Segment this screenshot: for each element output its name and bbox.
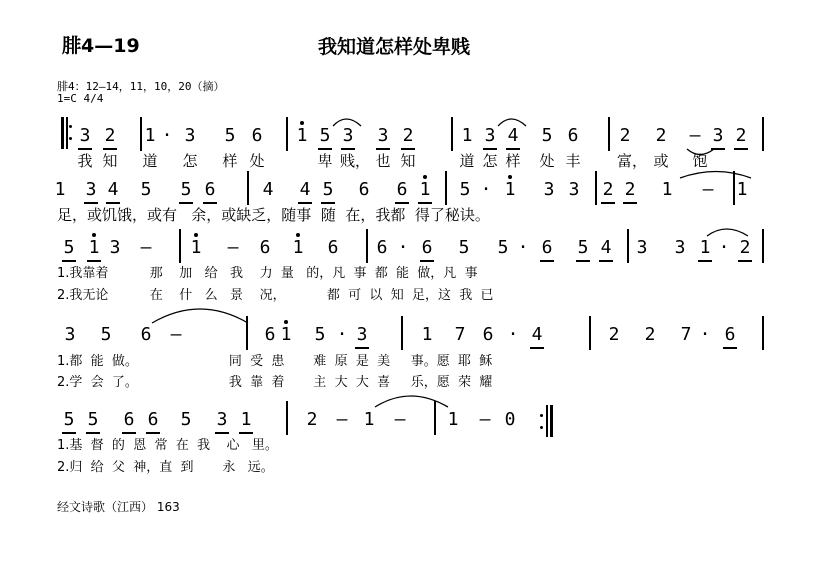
note: 5 <box>497 237 509 258</box>
note: 6 <box>202 180 218 200</box>
note: · <box>507 324 519 345</box>
note: 1 <box>290 238 306 258</box>
bar-line <box>451 117 453 151</box>
beam-line <box>103 148 117 150</box>
note: 1 <box>54 179 66 200</box>
beam-line <box>62 260 76 262</box>
note: 6 <box>722 325 738 345</box>
note: 6 <box>251 125 263 146</box>
note: 5 <box>575 238 591 258</box>
lyric-char: 怎 <box>482 152 498 170</box>
note: 0 <box>504 409 516 430</box>
lyric-char: 卑 <box>317 152 333 170</box>
beam-line <box>239 432 253 434</box>
note: 3 <box>568 179 580 200</box>
note: – <box>394 409 406 430</box>
note: 5 <box>541 125 553 146</box>
bar-line <box>246 316 248 350</box>
beam-line <box>355 347 369 349</box>
bar-line <box>401 316 403 350</box>
bar-line <box>762 117 764 151</box>
note: – <box>702 179 714 200</box>
note: 3 <box>482 126 498 146</box>
lyric-char: 饱 <box>692 152 708 170</box>
beam-line <box>78 148 92 150</box>
note: 4 <box>262 179 274 200</box>
beam-line <box>122 432 136 434</box>
note: 2 <box>400 126 416 146</box>
note: 1 <box>736 179 748 200</box>
note: 6 <box>376 237 388 258</box>
octave-dot <box>194 233 198 237</box>
note: 4 <box>529 325 545 345</box>
beam-line <box>62 432 76 434</box>
bar-line <box>762 316 764 350</box>
score-system-4 <box>0 325 825 351</box>
bar-line <box>733 171 735 205</box>
note: 1 <box>421 324 433 345</box>
note: 2 <box>306 409 318 430</box>
note: 6 <box>358 179 370 200</box>
note: 1 <box>697 238 713 258</box>
lyric-verse-1-b: 1.都 能 做。 同 受 患 难 原 是 美 事。愿 耶 稣 <box>57 354 493 369</box>
note: 4 <box>505 126 521 146</box>
octave-dot <box>284 320 288 324</box>
lyric-char: 处 <box>539 152 555 170</box>
note: 2 <box>600 180 616 200</box>
note: 2 <box>102 126 118 146</box>
beam-line <box>738 260 752 262</box>
note: 6 <box>419 238 435 258</box>
note: 1 <box>294 126 310 146</box>
hymn-number: 腓4—19 <box>62 35 140 57</box>
note: · <box>699 324 711 345</box>
note: 5 <box>178 180 194 200</box>
note: 6 <box>259 237 271 258</box>
beam-line <box>376 148 390 150</box>
lyric-verse-1-a: 1.我靠着 那 加 给 我 力 量 的，凡 事 都 能 做，凡 事 <box>57 266 478 281</box>
slur <box>680 172 751 179</box>
beam-line <box>623 202 637 204</box>
lyric-char: 我 <box>77 152 93 170</box>
beam-line <box>734 148 748 150</box>
bar-line <box>589 316 591 350</box>
lyric-verse-2-b: 2.学 会 了。 我 靠 着 主 大 大 喜 乐，愿 荣 耀 <box>57 375 493 390</box>
score-system-3 <box>0 238 825 264</box>
score-system-2 <box>0 180 825 206</box>
note: 5 <box>100 324 112 345</box>
note: 1 <box>278 325 294 345</box>
lyric-char: 或 <box>653 152 669 170</box>
lyric-char: 处 <box>249 152 265 170</box>
lyric-verse-2-a: 2.我无论 在 什 么 景 况， 都 可 以 知 足，这 我 已 <box>57 288 494 303</box>
note: · <box>517 237 529 258</box>
bar-line <box>366 229 368 263</box>
note: 6 <box>327 237 339 258</box>
note: 6 <box>264 324 276 345</box>
note: 1 <box>661 179 673 200</box>
bar-line <box>608 117 610 151</box>
beam-line <box>395 202 409 204</box>
bar-line <box>627 229 629 263</box>
octave-dot <box>508 175 512 179</box>
beam-line <box>87 260 101 262</box>
note: – <box>170 324 182 345</box>
note: 3 <box>83 180 99 200</box>
note: 1 <box>238 410 254 430</box>
note: 5 <box>320 180 336 200</box>
lyric-char: 贱， <box>340 152 371 170</box>
note: 3 <box>710 126 726 146</box>
note: 2 <box>644 324 656 345</box>
lyric-char: 富， <box>617 152 648 170</box>
bar-line <box>762 229 764 263</box>
key-signature: 1=C 4/4 <box>57 92 104 105</box>
note: 2 <box>737 238 753 258</box>
note: 3 <box>354 325 370 345</box>
note: 5 <box>314 324 326 345</box>
note: 3 <box>184 125 196 146</box>
beam-line <box>576 260 590 262</box>
beam-line <box>599 260 613 262</box>
bar-line <box>595 171 597 205</box>
note: 2 <box>655 125 667 146</box>
lyric-char: 样 <box>505 152 521 170</box>
note: 5 <box>317 126 333 146</box>
note: 3 <box>214 410 230 430</box>
beam-line <box>146 432 160 434</box>
note: · <box>161 125 173 146</box>
note: 6 <box>145 410 161 430</box>
note: 6 <box>140 324 152 345</box>
beam-line <box>723 347 737 349</box>
lyric-char: 道 <box>142 152 158 170</box>
note: 3 <box>109 237 121 258</box>
note: 1 <box>461 125 473 146</box>
note: 5 <box>458 237 470 258</box>
bar-line <box>179 229 181 263</box>
lyric-line-2: 足，或饥饿，或有 余，或缺乏，随事 随 在，我都 得了秘诀。 <box>57 206 490 224</box>
note: 1 <box>417 180 433 200</box>
note: 2 <box>619 125 631 146</box>
note: 1 <box>447 409 459 430</box>
beam-line <box>418 202 432 204</box>
slur <box>707 229 748 236</box>
lyric-line-1 <box>0 152 825 170</box>
bar-line <box>286 401 288 435</box>
note: 5 <box>61 238 77 258</box>
note: 6 <box>539 238 555 258</box>
bar-line <box>445 171 447 205</box>
note: 7 <box>680 324 692 345</box>
note: 5 <box>61 410 77 430</box>
note: · <box>397 237 409 258</box>
beam-line <box>298 202 312 204</box>
note: 5 <box>85 410 101 430</box>
beam-line <box>420 260 434 262</box>
song-title: 我知道怎样处卑贱 <box>318 36 471 58</box>
note: · <box>718 237 730 258</box>
beam-line <box>106 202 120 204</box>
beam-line <box>506 148 520 150</box>
note: – <box>227 237 239 258</box>
beam-line <box>179 202 193 204</box>
lyric-char: 知 <box>102 152 118 170</box>
note: 4 <box>105 180 121 200</box>
source-footer: 经文诗歌（江西） 163 <box>57 500 180 514</box>
beam-line <box>86 432 100 434</box>
note: 3 <box>636 237 648 258</box>
note: 2 <box>733 126 749 146</box>
octave-dot <box>296 233 300 237</box>
note: 3 <box>64 324 76 345</box>
note: – <box>336 409 348 430</box>
bar-line <box>247 171 249 205</box>
note: – <box>689 125 701 146</box>
note: 5 <box>140 179 152 200</box>
note: 2 <box>608 324 620 345</box>
beam-line <box>341 148 355 150</box>
beam-line <box>321 202 335 204</box>
bar-line <box>434 401 436 435</box>
note: 6 <box>482 324 494 345</box>
slur <box>152 309 248 323</box>
beam-line <box>540 260 554 262</box>
note: 1 <box>144 125 156 146</box>
beam-line <box>401 148 415 150</box>
note: 5 <box>459 179 471 200</box>
note: 7 <box>454 324 466 345</box>
octave-dot <box>92 233 96 237</box>
lyric-verse-1-c: 1.基 督 的 恩 常 在 我 心 里。 <box>57 438 278 453</box>
note: 1 <box>86 238 102 258</box>
beam-line <box>483 148 497 150</box>
note: · <box>336 324 348 345</box>
note: – <box>140 237 152 258</box>
note: 6 <box>121 410 137 430</box>
score-system-1 <box>0 126 825 152</box>
note: 3 <box>375 126 391 146</box>
beam-line <box>711 148 725 150</box>
lyric-char: 怎 <box>182 152 198 170</box>
octave-dot <box>423 175 427 179</box>
note: 6 <box>567 125 579 146</box>
lyric-verse-2-c: 2.归 给 父 神，直 到 永 远。 <box>57 460 274 475</box>
note: 5 <box>224 125 236 146</box>
beam-line <box>84 202 98 204</box>
octave-dot <box>300 121 304 125</box>
note: – <box>479 409 491 430</box>
beam-line <box>318 148 332 150</box>
note: 4 <box>297 180 313 200</box>
slur <box>375 396 448 407</box>
beam-line <box>203 202 217 204</box>
note: 4 <box>598 238 614 258</box>
note: 1 <box>188 238 204 258</box>
note: 6 <box>394 180 410 200</box>
note: 2 <box>622 180 638 200</box>
lyric-char: 样 <box>222 152 238 170</box>
beam-line <box>215 432 229 434</box>
note: 1 <box>502 180 518 200</box>
score-system-5 <box>0 410 825 436</box>
note: 1 <box>363 409 375 430</box>
note: 3 <box>674 237 686 258</box>
lyric-char: 知 <box>400 152 416 170</box>
beam-line <box>698 260 712 262</box>
note: 3 <box>340 126 356 146</box>
note: 3 <box>77 126 93 146</box>
beam-line <box>530 347 544 349</box>
bar-line <box>286 117 288 151</box>
bar-line <box>140 117 142 151</box>
note: · <box>480 179 492 200</box>
lyric-char: 也 <box>375 152 391 170</box>
note: 3 <box>543 179 555 200</box>
note: 5 <box>180 409 192 430</box>
lyric-char: 丰 <box>565 152 581 170</box>
scripture-reference: 腓4：12—14，11，10，20（摘） <box>57 80 225 93</box>
beam-line <box>601 202 615 204</box>
lyric-char: 道 <box>459 152 475 170</box>
